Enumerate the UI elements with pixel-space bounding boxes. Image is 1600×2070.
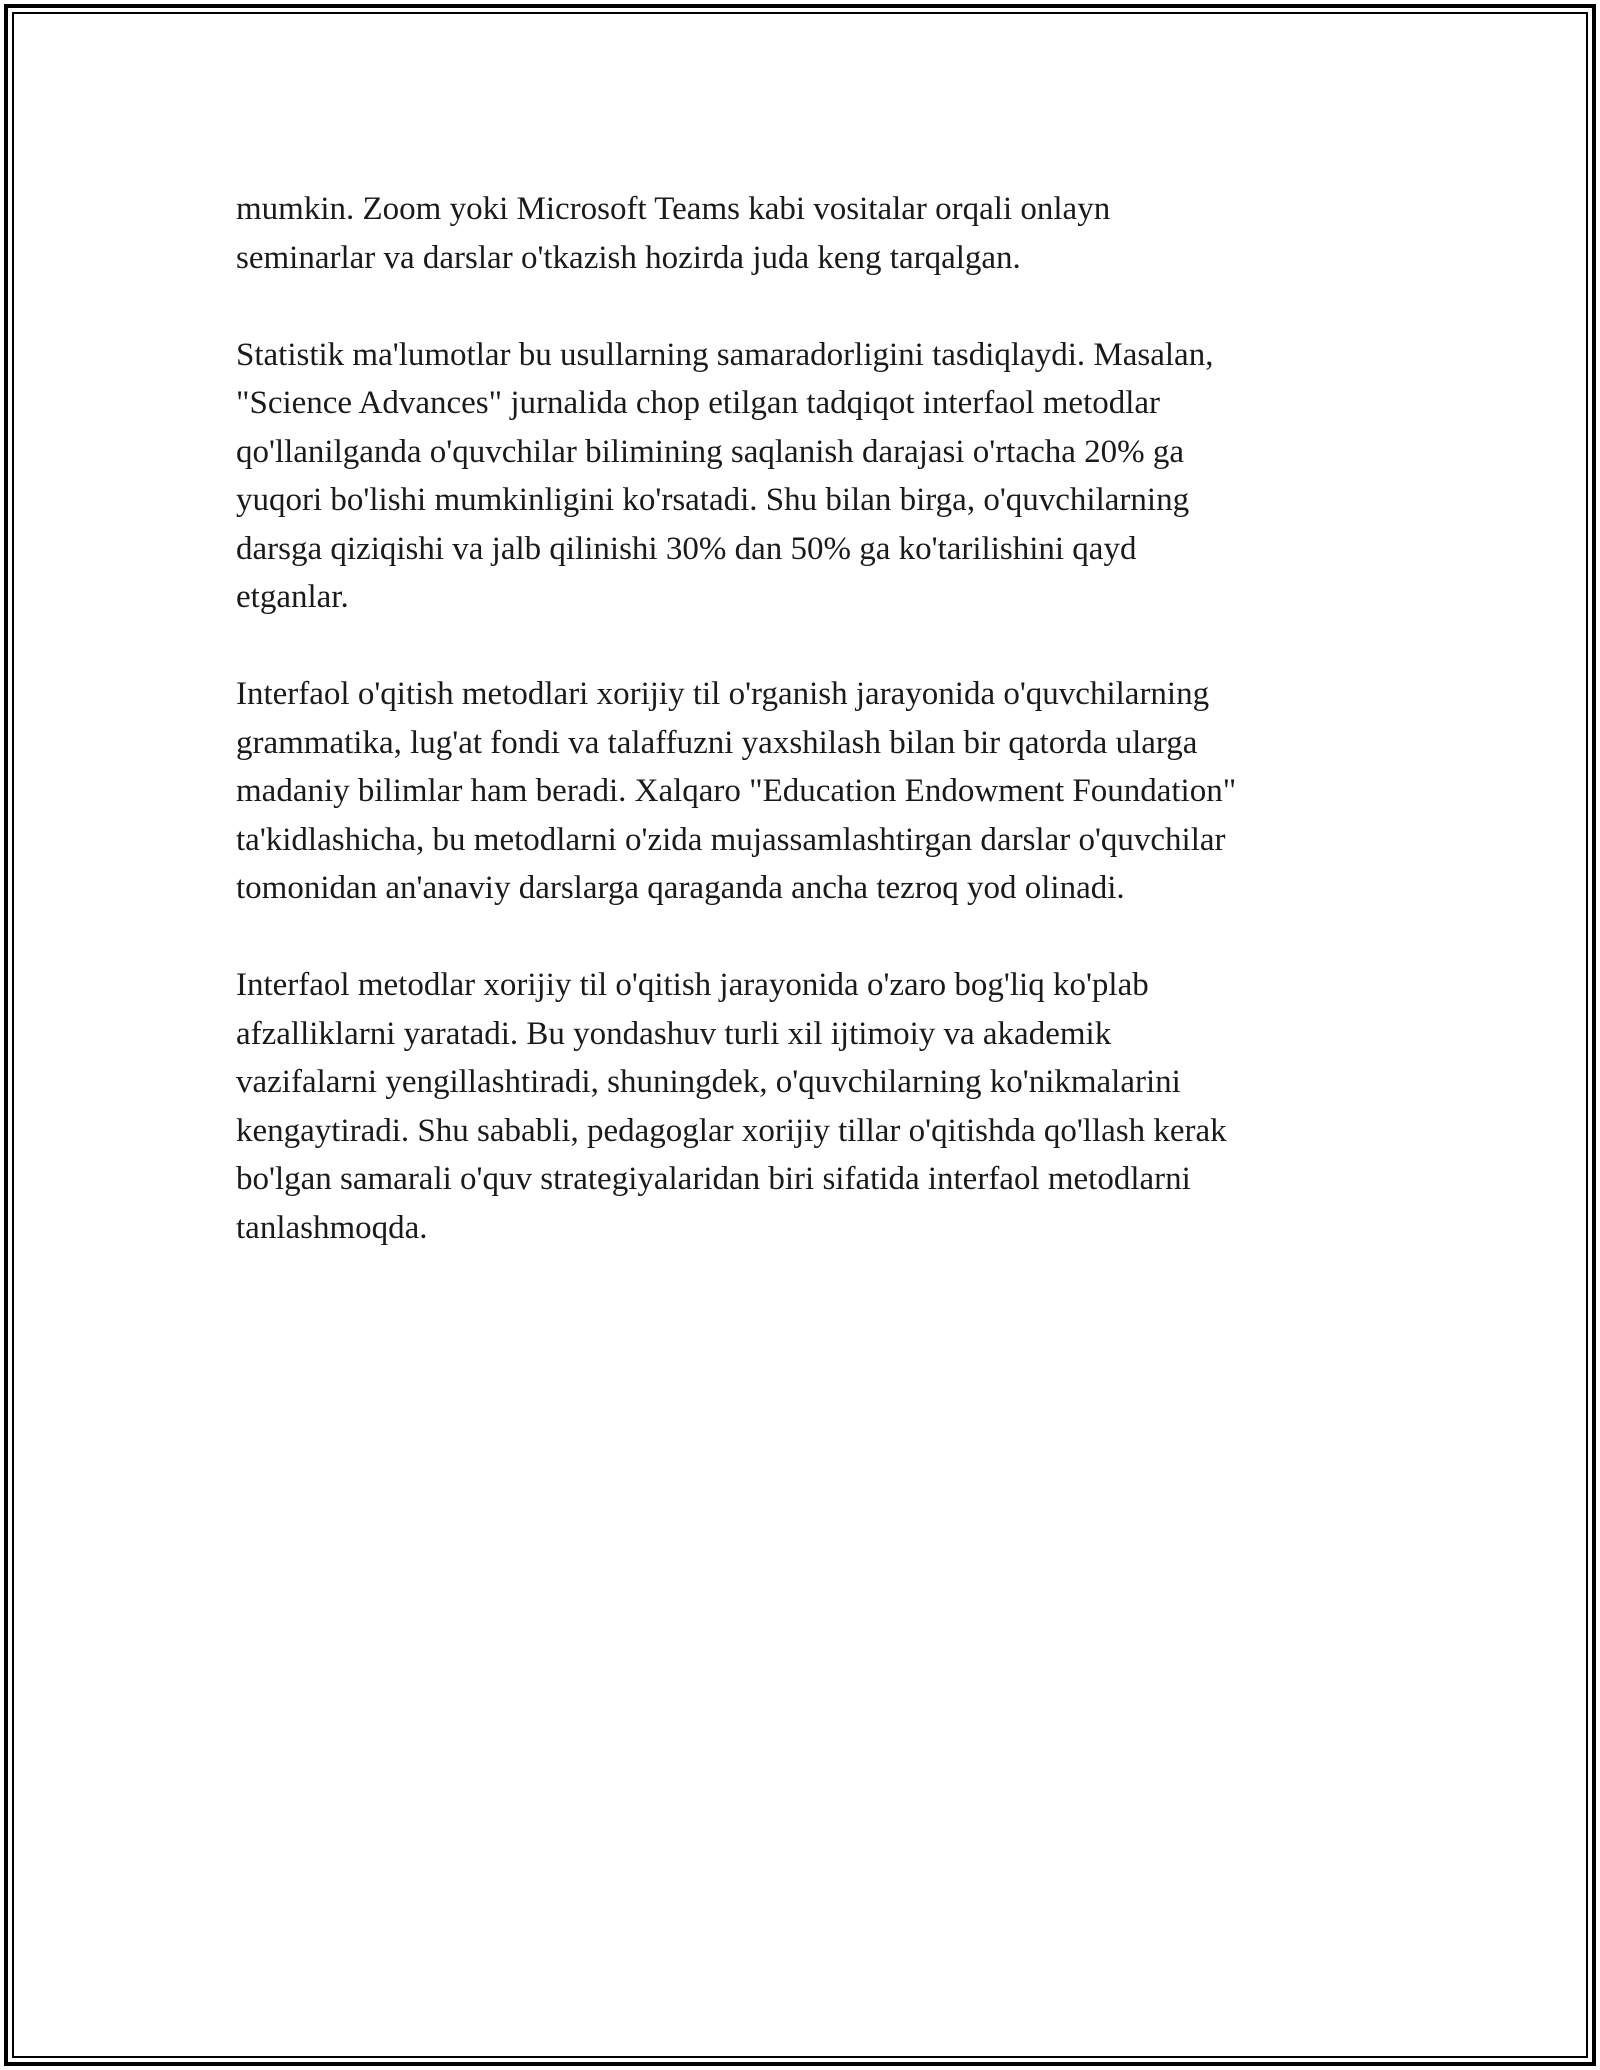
text-line: yuqori bo'lishi mumkinligini ko'rsatadi. Shu bilan birga, o'quvchilarning xyxy=(236,482,1190,518)
text-line: mumkin. Zoom yoki Microsoft Teams kabi vositalar orqali onlayn xyxy=(236,191,1111,227)
text-line: Interfaol metodlar xorijiy til o'qitish jarayonida o'zaro bog'liq ko'plab xyxy=(236,967,1149,1003)
paragraph-4 xyxy=(236,961,1366,1252)
document-body xyxy=(236,185,1366,1252)
text-line: tomonidan an'anaviy darslarga qaraganda ancha tezroq yod olinadi. xyxy=(236,870,1125,906)
text-line: bo'lgan samarali o'quv strategiyalaridan biri sifatida interfaol metodlarni xyxy=(236,1161,1191,1197)
text-line: qo'llanilganda o'quvchilar bilimining saqlanish darajasi o'rtacha 20% ga xyxy=(236,433,1184,470)
text-line: kengaytiradi. Shu sababli, pedagoglar xorijiy tillar o'qitishda qo'llash kerak xyxy=(236,1112,1227,1149)
text-line: ta'kidlashicha, bu metodlarni o'zida mujassamlashtirgan darslar o'quvchilar xyxy=(236,821,1226,858)
text-line: seminarlar va darslar o'tkazish hozirda juda keng tarqalgan. xyxy=(236,239,1021,276)
text-line: tanlashmoqda. xyxy=(236,1209,428,1246)
text-line: afzalliklarni yaratadi. Bu yondashuv turli xil ijtimoiy va akademik xyxy=(236,1015,1112,1052)
paragraph-3 xyxy=(236,670,1366,913)
paragraph-2 xyxy=(236,331,1366,622)
text-line: etganlar. xyxy=(236,579,349,615)
text-line: vazifalarni yengillashtiradi, shuningdek, o'quvchilarning ko'nikmalarini xyxy=(236,1064,1181,1100)
paragraph-1 xyxy=(236,185,1366,282)
text-line: Interfaol o'qitish metodlari xorijiy til o'rganish jarayonida o'quvchilarning xyxy=(236,676,1210,712)
text-line: grammatika, lug'at fondi va talaffuzni yaxshilash bilan bir qatorda ularga xyxy=(236,724,1198,761)
text-line: Statistik ma'lumotlar bu usullarning samaradorligini tasdiqlaydi. Masalan, xyxy=(236,336,1214,373)
text-line: darsga qiziqishi va jalb qilinishi 30% dan 50% ga ko'tarilishini qayd xyxy=(236,530,1137,567)
text-line: madaniy bilimlar ham beradi. Xalqaro "Education Endowment Foundation" xyxy=(236,773,1237,809)
text-line: "Science Advances" jurnalida chop etilgan tadqiqot interfaol metodlar xyxy=(236,385,1161,421)
